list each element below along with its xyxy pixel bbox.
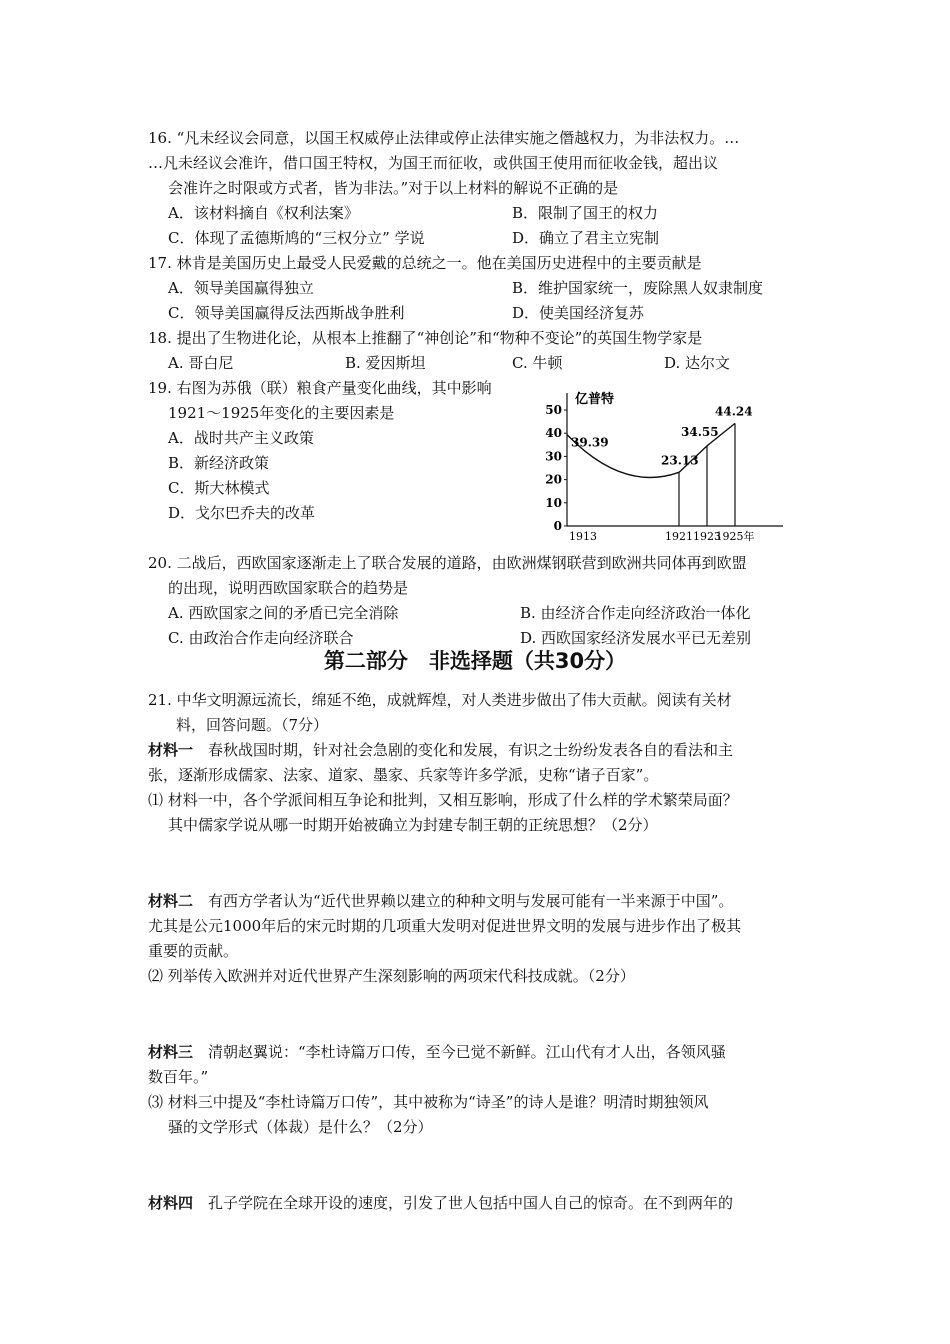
q19-stem-line2: 1921～1925年变化的主要因素是	[168, 404, 395, 422]
material-1-line1	[148, 740, 733, 760]
q19-option-d: D．戈尔巴乔夫的改革	[168, 504, 316, 522]
q18-option-a: A. 哥白尼	[168, 354, 234, 372]
y-tick-label: 30	[545, 449, 562, 464]
material-2-text1: 有西方学者认为“近代世界赖以建立的种种文明与发展可能有一半来源于中国”。	[193, 892, 734, 910]
q18-stem: 18. 提出了生物进化论，从根本上推翻了“神创论”和“物种不变论”的英国生物学家是	[148, 329, 703, 347]
q20-stem-line1: 20. 二战后，西欧国家逐渐走上了联合发展的道路，由欧洲煤钢联营到欧洲共同体再到欧盟	[148, 554, 747, 572]
part2-heading: 第二部分 非选择题（共30分）	[323, 649, 627, 673]
q17-option-a: A．领导美国赢得独立	[168, 279, 314, 297]
material-3-line1	[148, 1042, 726, 1062]
x-tick-label: 1921	[665, 530, 693, 543]
material-2-line3: 重要的贡献。	[148, 942, 239, 960]
sub-question-3-line1: ⑶ 材料三中提及“李杜诗篇万口传”，其中被称为“诗圣”的诗人是谁？明清时期独领风	[148, 1093, 709, 1111]
sub-question-1-line2: 其中儒家学说从哪一时期开始被确立为封建专制王朝的正统思想？（2分）	[168, 816, 658, 834]
x-tick-label: 1925年	[715, 530, 755, 543]
x-tick-label: 1923	[693, 530, 721, 543]
q20-option-d: D. 西欧国家经济发展水平已无差别	[520, 629, 752, 647]
q19-option-a: A．战时共产主义政策	[168, 429, 314, 447]
q17-option-b: B．维护国家统一，废除黑人奴隶制度	[512, 279, 764, 297]
q16-option-a: A．该材料摘自《权利法案》	[168, 204, 359, 222]
q19-option-c: C．斯大林模式	[168, 479, 270, 497]
q16-stem-line2: …凡未经议会准许，借口国王特权，为国王而征收，或供国王使用而征收金钱，超出议	[148, 154, 719, 172]
sub-question-2: ⑵ 列举传入欧洲并对近代世界产生深刻影响的两项宋代科技成就。（2分）	[148, 967, 635, 985]
q20-stem-line2: 的出现，说明西欧国家联合的趋势是	[168, 579, 409, 597]
q19-stem-line1: 19. 右图为苏俄（联）粮食产量变化曲线，其中影响	[148, 379, 492, 397]
material-1-text1: 春秋战国时期，针对社会急剧的变化和发展，有识之士纷纷发表各自的看法和主	[193, 741, 734, 759]
y-tick-label: 50	[545, 403, 562, 417]
q20-option-b: B. 由经济合作走向经济政治一体化	[520, 604, 751, 622]
q16-option-d: D．确立了君主立宪制	[512, 229, 660, 247]
material-3-text1: 清朝赵翼说：“李杜诗篇万口传，至今已觉不新鲜。江山代有才人出，各领风骚	[193, 1043, 726, 1061]
y-tick-label: 40	[545, 426, 562, 441]
q20-option-c: C. 由政治合作走向经济联合	[168, 629, 354, 647]
x-tick-label: 1913	[569, 530, 597, 543]
q18-option-b: B. 爱因斯坦	[345, 354, 426, 372]
material-1-label: 材料一	[148, 741, 194, 759]
y-tick-label: 20	[545, 472, 562, 487]
q19-option-b: B．新经济政策	[168, 454, 270, 472]
sub-question-3-line2: 骚的文学形式（体裁）是什么？（2分）	[168, 1118, 433, 1136]
data-label: 34.55	[681, 424, 719, 439]
y-unit-label: 亿普特	[575, 392, 615, 407]
y-tick-label: 0	[553, 519, 562, 533]
material-2-line2: 尤其是公元1000年后的宋元时期的几项重大发明对促进世界文明的发展与进步作出了极其	[148, 917, 742, 935]
q17-option-d: D．使美国经济复苏	[512, 304, 645, 322]
q21-stem-line1: 21. 中华文明源远流长，绵延不绝，成就辉煌，对人类进步做出了伟大贡献。阅读有关材	[148, 691, 732, 709]
material-2-label: 材料二	[148, 892, 194, 910]
q16-stem-line3: 会准许之时限或方式者，皆为非法。”对于以上材料的解说不正确的是	[168, 179, 619, 197]
material-4-text1: 孔子学院在全球开设的速度，引发了世人包括中国人自己的惊奇。在不到两年的	[193, 1194, 734, 1212]
material-1-line2: 张，逐渐形成儒家、法家、道家、墨家、兵家等许多学派，史称“诸子百家”。	[148, 766, 659, 784]
q18-option-c: C. 牛顿	[512, 354, 563, 372]
material-2-line1	[148, 891, 733, 911]
q21-stem-line2: 料，回答问题。（7分）	[176, 716, 329, 734]
grain-output-chart	[535, 385, 795, 545]
material-3-label: 材料三	[148, 1043, 194, 1061]
q17-option-c: C．领导美国赢得反法西斯战争胜利	[168, 304, 405, 322]
q16-option-c: C．体现了孟德斯鸠的“三权分立” 学说	[168, 229, 425, 247]
sub-question-1-line1: ⑴ 材料一中，各个学派间相互争论和批判，又相互影响，形成了什么样的学术繁荣局面？	[148, 791, 738, 809]
material-3-line2: 数百年。”	[148, 1068, 209, 1086]
material-4-line1	[148, 1193, 733, 1213]
material-4-label: 材料四	[148, 1194, 194, 1212]
q17-stem: 17. 林肯是美国历史上最受人民爱戴的总统之一。他在美国历史进程中的主要贡献是	[148, 254, 702, 272]
data-label: 23.13	[661, 453, 699, 468]
q20-option-a: A. 西欧国家之间的矛盾已完全消除	[168, 604, 399, 622]
data-label: 39.39	[571, 435, 609, 450]
q18-option-d: D. 达尔文	[664, 354, 731, 372]
y-tick-label: 10	[545, 495, 562, 510]
q16-option-b: B．限制了国王的权力	[512, 204, 659, 222]
data-label: 44.24	[715, 404, 753, 419]
q16-stem-line1: 16. “凡未经议会同意，以国王权威停止法律或停止法律实施之僭越权力，为非法权力。…	[148, 129, 740, 147]
